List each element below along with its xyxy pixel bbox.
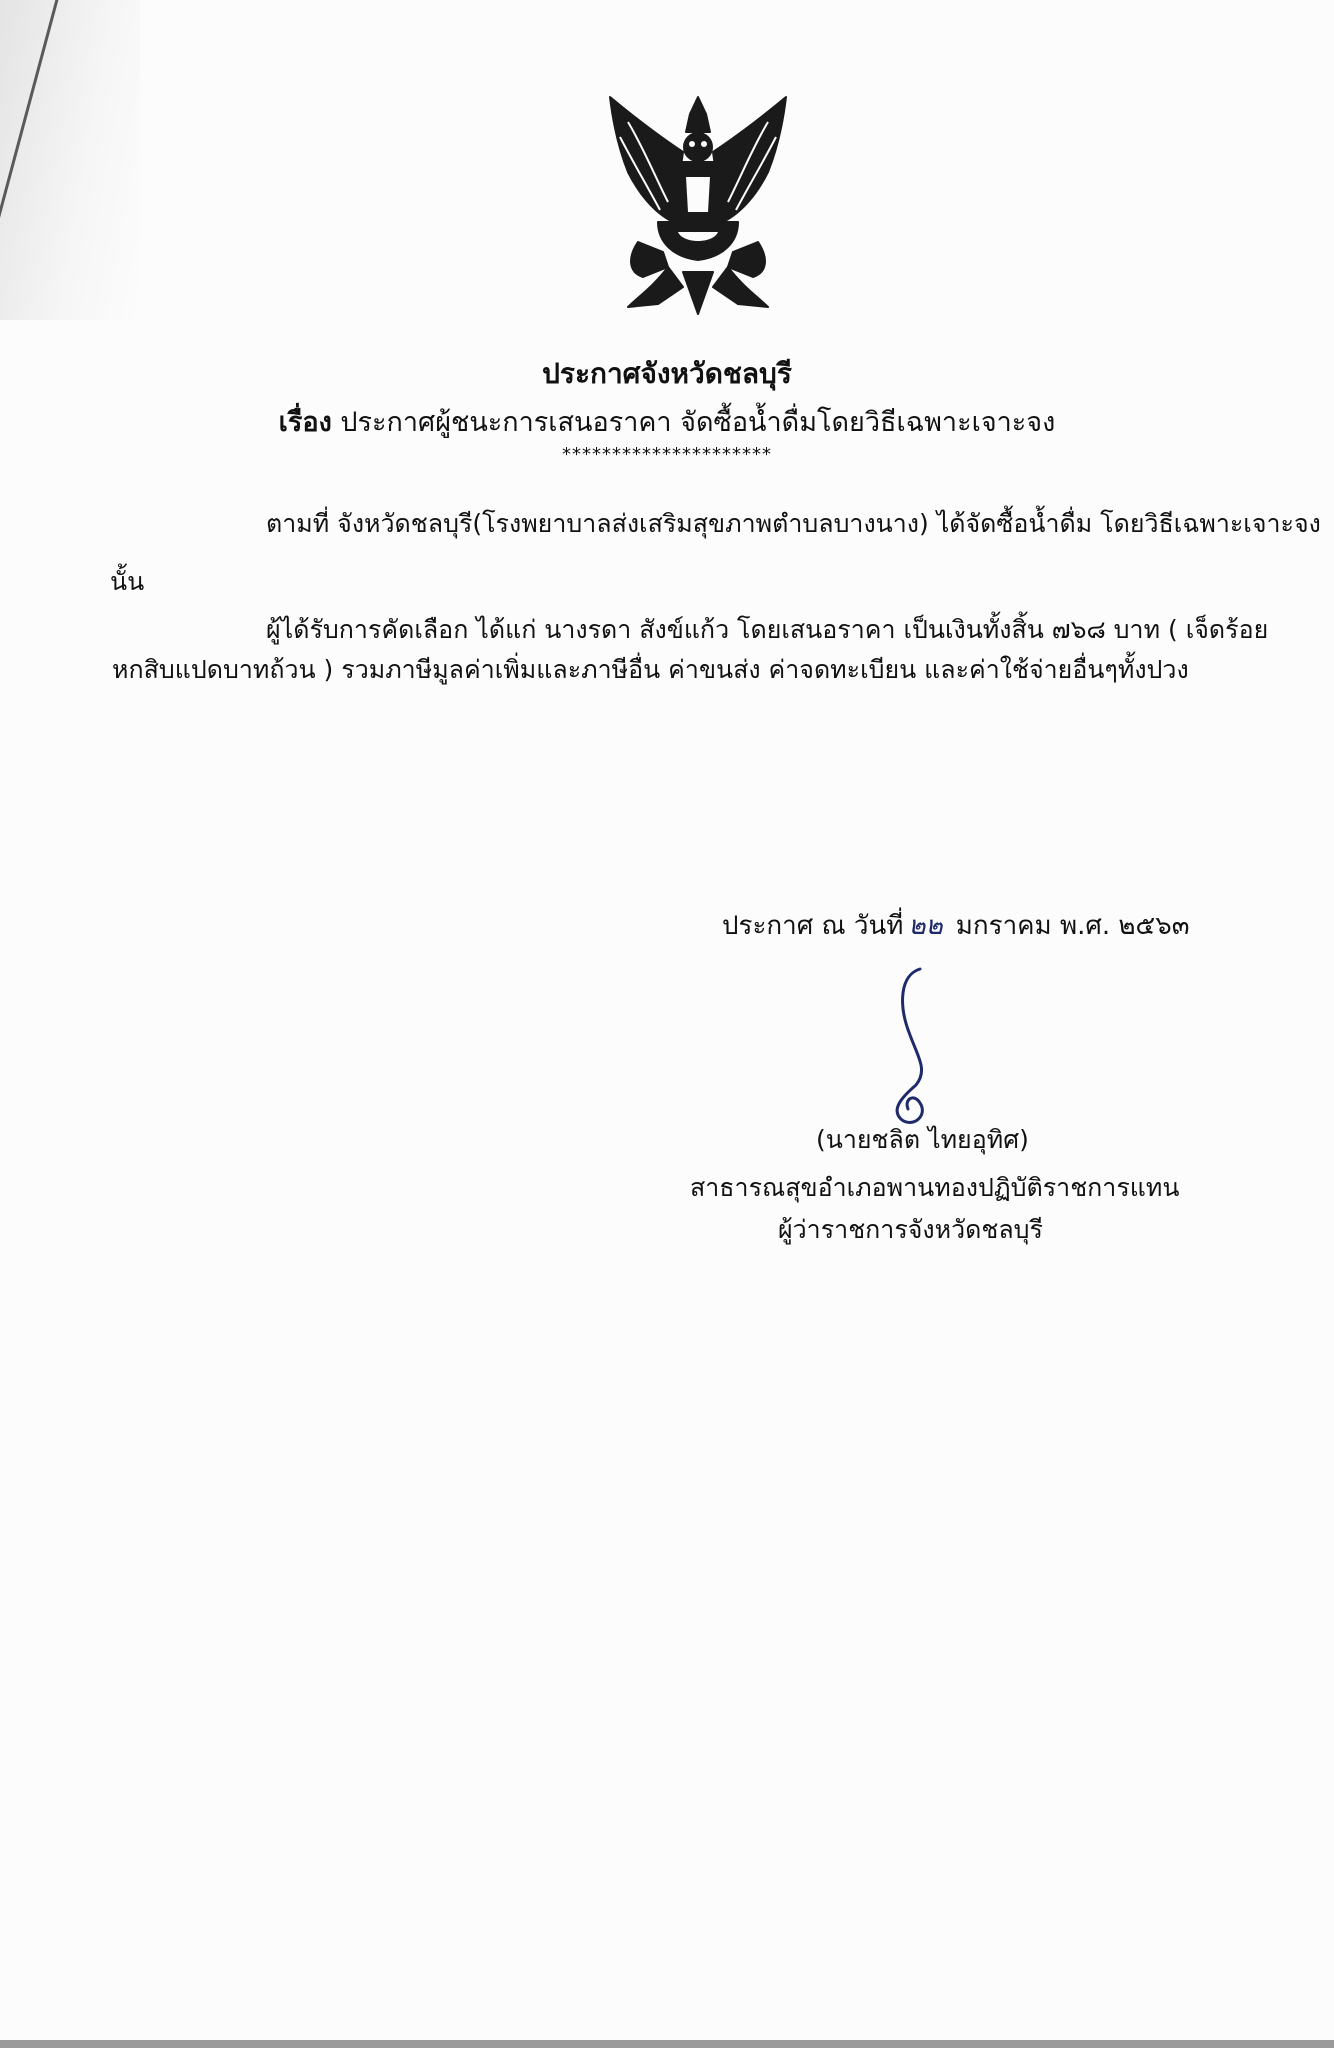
date-suffix: มกราคม พ.ศ. ๒๕๖๓ — [955, 911, 1190, 941]
date-prefix: ประกาศ ณ วันที่ — [722, 911, 904, 941]
signatory-name: (นายชลิต ไทยอุทิศ) — [816, 1125, 1029, 1154]
garuda-emblem-icon — [598, 92, 798, 317]
paragraph-1-line-1: ตามที่ จังหวัดชลบุรี(โรงพยาบาลส่งเสริมสุขภาพตำบลบางนาง) ได้จัดซื้อน้ำดื่ม โดยวิธีเฉพาะเจาะจง — [266, 509, 1321, 538]
subject-label: เรื่อง — [278, 407, 332, 438]
scan-bottom-edge — [0, 2040, 1334, 2048]
date-day-handwritten: ๒๒ — [908, 911, 943, 941]
document-title: ประกาศจังหวัดชลบุรี — [542, 357, 792, 390]
page-edge-shadow — [0, 0, 140, 320]
paragraph-2-line-2: หกสิบแปดบาทถ้วน ) รวมภาษีมูลค่าเพิ่มและภาษีอื่น ค่าขนส่ง ค่าจดทะเบียน และค่าใช้จ่ายอื่นๆทั้งปวง — [112, 655, 1189, 684]
handwritten-signature-icon — [880, 965, 960, 1130]
subject-line — [0, 400, 1334, 443]
subject-text: ประกาศผู้ชนะการเสนอราคา จัดซื้อน้ำดื่มโดยวิธีเฉพาะเจาะจง — [340, 407, 1056, 438]
paragraph-1-line-2: นั้น — [110, 567, 145, 596]
paragraph-2-line-1: ผู้ได้รับการคัดเลือก ได้แก่ นางรดา สังข์แก้ว โดยเสนอราคา เป็นเงินทั้งสิ้น ๗๖๘ บาท ( เจ็ดร้อย — [266, 615, 1269, 644]
announcement-date — [722, 905, 1190, 946]
signatory-position-line-2: ผู้ว่าราชการจังหวัดชลบุรี — [778, 1215, 1043, 1244]
header-separator: ********************* — [562, 444, 772, 465]
signatory-position-line-1: สาธารณสุขอำเภอพานทองปฏิบัติราชการแทน — [690, 1173, 1180, 1202]
